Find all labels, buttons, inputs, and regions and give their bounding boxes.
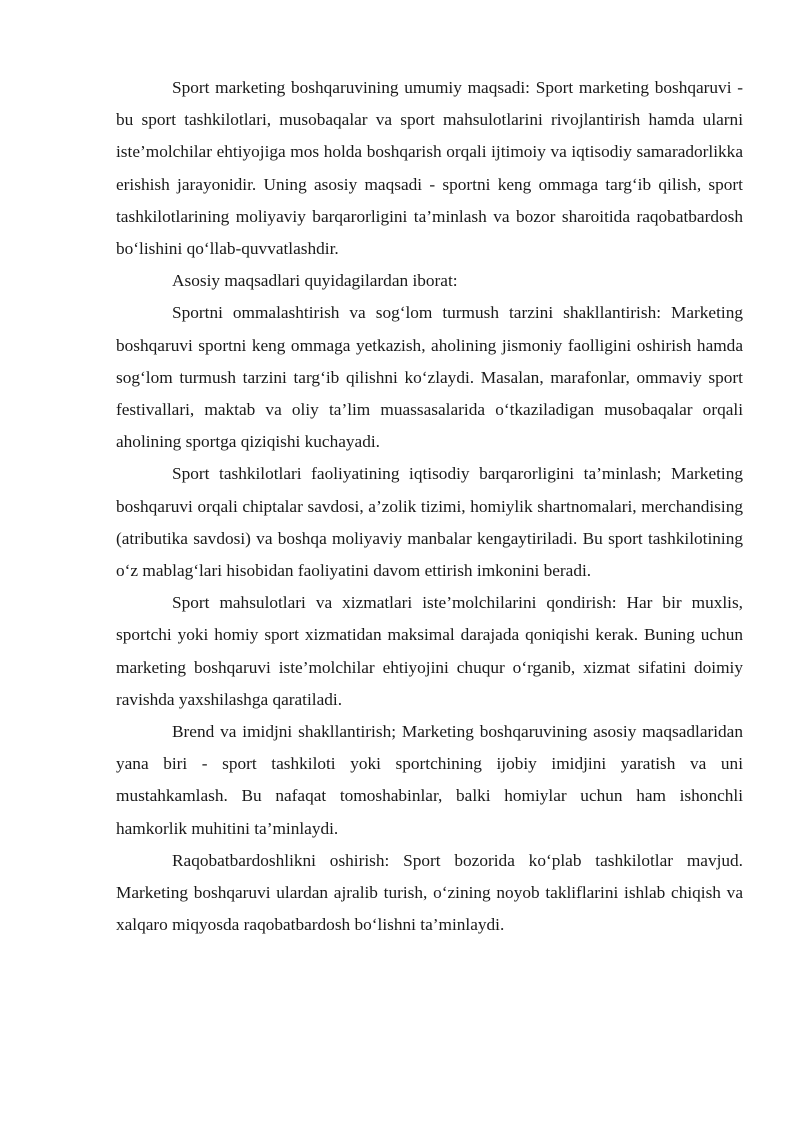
paragraph-popularization: Sportni ommalashtirish va sog‘lom turmush tarzini shakllantirish: Marketing boshqaruvi sportni keng ommaga yetkazish, aholining jismoniy faolligini oshirish hamda sog‘lom turmush tarzini targ‘ib qilishni ko‘zlaydi. Masalan, marafonlar, ommaviy sport festivallari, maktab va oliy ta’lim muassasalarida o‘tkaziladigan musobaqalar orqali aholining sportga qiziqishi kuchayadi. bbox=[116, 303, 743, 452]
paragraph-economic-stability: Sport tashkilotlari faoliyatining iqtisodiy barqarorligini ta’minlash; Marketing boshqaruvi orqali chiptalar savdosi, a’zolik tizimi, homiylik shartnomalari, merchandising (atributika savdosi) va boshqa moliyaviy manbalar kengaytiriladi. Bu sport tashkilotining o‘z mablag‘lari hisobidan faoliyatini davom ettirish imkonini beradi. bbox=[116, 464, 743, 581]
document-page bbox=[116, 72, 743, 941]
paragraph-brand-image: Brend va imidjni shakllantirish; Marketing boshqaruvining asosiy maqsadlaridan yana biri - sport tashkiloti yoki sportchining ijobiy imidjini yaratish va uni mustahkamlash. Bu nafaqat tomoshabinlar, balki homiylar uchun ham ishonchli hamkorlik muhitini ta’minlaydi. bbox=[116, 722, 743, 838]
paragraph-competitiveness: Raqobatbardoshlikni oshirish: Sport bozorida ko‘plab tashkilotlar mavjud. Marketing boshqaruvi ulardan ajralib turish, o‘zining noyob takliflarini ishlab chiqish va xalqaro miqyosda raqobatbardosh bo‘lishni ta’minlaydi. bbox=[116, 850, 743, 935]
paragraph-consumer-satisfaction: Sport mahsulotlari va xizmatlari iste’molchilarini qondirish: Har bir muxlis, sportchi yoki homiy sport xizmatidan maksimal darajada qoniqishi kerak. Buning uchun marketing boshqaruvi iste’molchilar ehtiyojini chuqur o‘rganib, xizmat sifatini doimiy ravishda yaxshilashga qaratiladi. bbox=[116, 593, 743, 709]
paragraph-goals-intro: Asosiy maqsadlari quyidagilardan iborat: bbox=[172, 271, 458, 291]
paragraph-overview: Sport marketing boshqaruvining umumiy maqsadi: Sport marketing boshqaruvi - bu sport tashkilotlari, musobaqalar va sport mahsulotlarini rivojlantirish hamda ularni iste’molchilar ehtiyojiga mos holda boshqarish orqali ijtimoiy va iqtisodiy samaradorlikka erishish jarayonidir. Uning asosiy maqsadi - sportni keng ommaga targ‘ib qilish, sport tashkilotlarining moliyaviy barqarorligini ta’minlash va bozor sharoitida raqobatbardosh bo‘lishini qo‘llab-quvvatlashdir. bbox=[116, 78, 743, 259]
